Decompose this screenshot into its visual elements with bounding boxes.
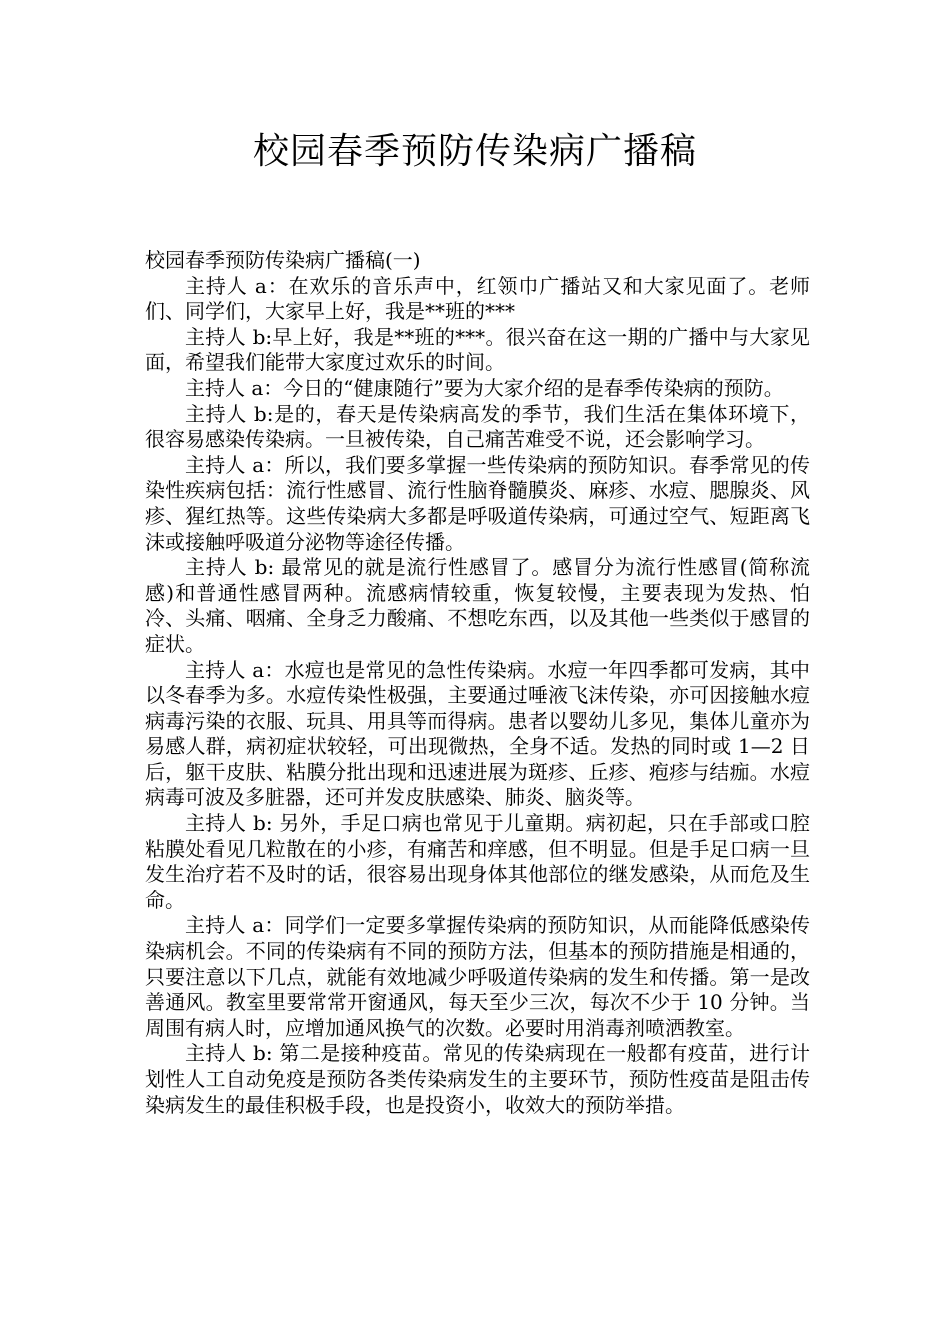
- paragraph-1: 主持人 a：在欢乐的音乐声中，红领巾广播站又和大家见面了。老师们、同学们，大家早上好，我是**班的***: [145, 273, 810, 324]
- document-body: [145, 248, 810, 1118]
- paragraph-5: 主持人 a：所以，我们要多掌握一些传染病的预防知识。春季常见的传染性疾病包括：流行性感冒、流行性脑脊髓膜炎、麻疹、水痘、腮腺炎、风疹、猩红热等。这些传染病大多都是呼吸道传染病，可通过空气、短距离飞沫或接触呼吸道分泌物等途径传播。: [145, 452, 810, 554]
- document-title: 校园春季预防传染病广播稿: [252, 131, 697, 172]
- paragraph-4: 主持人 b:是的，春天是传染病高发的季节，我们生活在集体环境下，很容易感染传染病。一旦被传染，自己痛苦难受不说，还会影响学习。: [145, 401, 810, 452]
- paragraph-3: 主持人 a：今日的“健康随行”要为大家介绍的是春季传染病的预防。: [185, 375, 784, 400]
- paragraph-7: 主持人 a：水痘也是常见的急性传染病。水痘一年四季都可发病，其中以冬春季为多。水痘传染性极强，主要通过唾液飞沫传染，亦可因接触水痘病毒污染的衣服、玩具、用具等而得病。患者以婴幼儿多见，集体儿童亦为易感人群，病初症状较轻，可出现微热，全身不适。发热的同时或 1—2 日后，躯干皮肤、粘膜分批出现和迅速进展为斑疹、丘疹、疱疹与结痂。水痘病毒可波及多脏器，还可并发皮肤感染、肺炎、脑炎等。: [145, 657, 810, 810]
- paragraph-10: 主持人 b: 第二是接种疫苗。常见的传染病现在一般都有疫苗，进行计划性人工自动免疫是预防各类传染病发生的主要环节，预防性疫苗是阻击传染病发生的最佳积极手段，也是投资小，收效大的预防举措。: [145, 1041, 810, 1117]
- section-subtitle: 校园春季预防传染病广播稿(一): [145, 248, 421, 272]
- paragraph-6: 主持人 b: 最常见的就是流行性感冒了。感冒分为流行性感冒(简称流感)和普通性感冒两种。流感病情较重，恢复较慢，主要表现为发热、怕冷、头痛、咽痛、全身乏力酸痛、不想吃东西，以及其他一些类似于感冒的症状。: [145, 555, 810, 656]
- paragraph-2: 主持人 b:早上好，我是**班的***。很兴奋在这一期的广播中与大家见面，希望我们能带大家度过欢乐的时间。: [145, 324, 810, 375]
- paragraph-9: 主持人 a：同学们一定要多掌握传染病的预防知识，从而能降低感染传染病机会。不同的传染病有不同的预防方法，但基本的预防措施是相通的，只要注意以下几点，就能有效地减少呼吸道传染病的发生和传播。第一是改善通风。教室里要常常开窗通风，每天至少三次，每次不少于 10 分钟。当周围有病人时，应增加通风换气的次数。必要时用消毒剂喷洒教室。: [145, 913, 810, 1040]
- paragraph-8: 主持人 b: 另外，手足口病也常见于儿童期。病初起，只在手部或口腔粘膜处看见几粒散在的小疹，有痛苦和痒感，但不明显。但是手足口病一旦发生治疗若不及时的话，很容易出现身体其他部位的继发感染，从而危及生命。: [145, 811, 810, 912]
